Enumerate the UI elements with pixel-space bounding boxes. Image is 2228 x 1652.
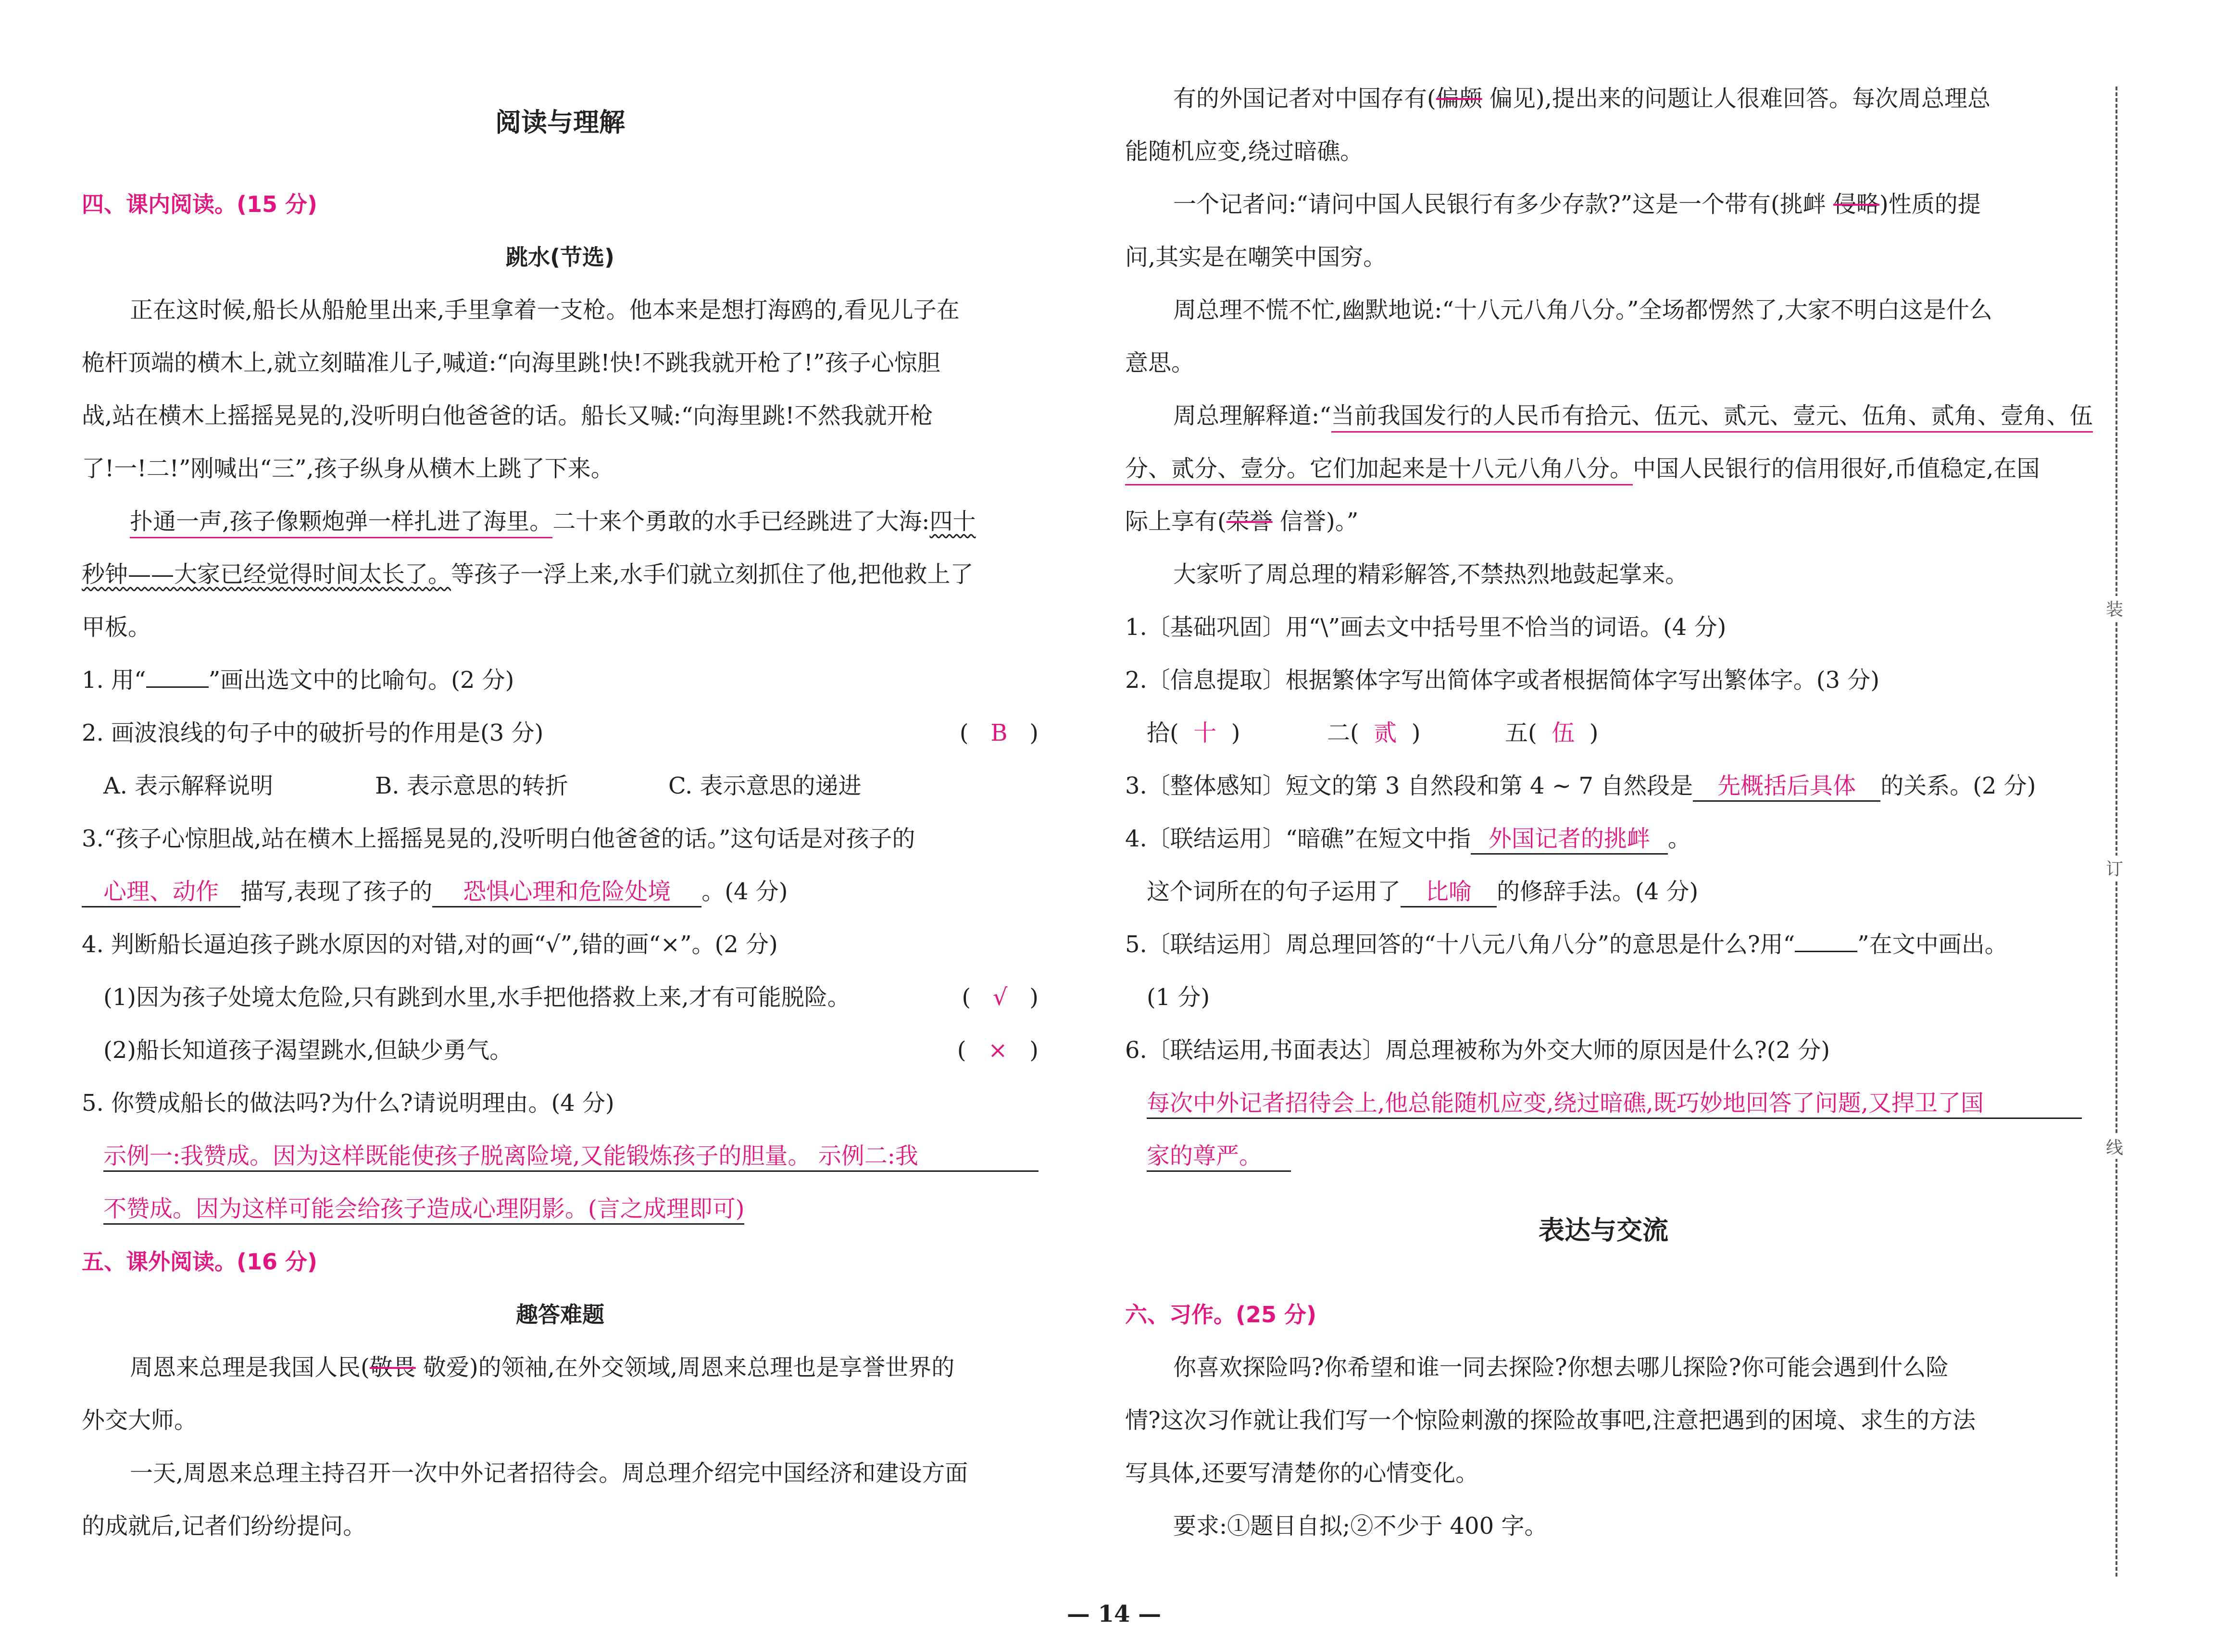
- answer-line: 每次中外记者招待会上,他总能随机应变,绕过暗礁,既巧妙地回答了问题,又捍卫了国: [1147, 1089, 2082, 1119]
- option-c: C. 表示意思的递进: [668, 772, 862, 799]
- right-question-1: 1.〔基础巩固〕用“\”画去文中括号里不恰当的词语。(4 分): [1125, 614, 1727, 641]
- binding-label: 订: [2106, 856, 2123, 880]
- passage1-line: 秒钟——大家已经觉得时间太长了。等孩子一浮上来,水手们就立刻抓住了他,把他救上了: [82, 561, 974, 588]
- passage1-line: 扑通一声,孩子像颗炮弹一样扎进了海里。二十来个勇敢的水手已经跳进了大海:四十: [82, 507, 976, 536]
- writing-requirements: 要求:①题目自拟;②不少于 400 字。: [1173, 1513, 1548, 1540]
- passage2-title: 趣答难题: [516, 1302, 604, 1328]
- right-question-5-score: (1 分): [1147, 984, 1210, 1011]
- passage2-line: 分、贰分、壹分。它们加起来是十八元八角八分。中国人民银行的信用很好,币值稳定,在国: [1125, 454, 2040, 483]
- passage2-line: 大家听了周总理的精彩解答,不禁热烈地鼓起掌来。: [1173, 561, 1689, 588]
- question-3-answers: 心理、动作 描写,表现了孩子的 恐惧心理和危险处境 。(4 分): [82, 877, 788, 907]
- fill-item: 二( 贰 ): [1327, 720, 1421, 746]
- part5-heading: 五、课外阅读。(16 分): [82, 1249, 318, 1275]
- right-question-4b: 这个词所在的句子运用了 比喻 的修辞手法。(4 分): [1147, 877, 1698, 907]
- passage2-line: 的成就后,记者们纷纷提问。: [82, 1513, 366, 1540]
- passage2-line: 一个记者问:“请问中国人民银行有多少存款?”这是一个带有(挑衅 侵略)性质的提: [1173, 191, 1981, 218]
- answer-line: 恐惧心理和危险处境: [432, 877, 701, 907]
- passage2-line: 周总理解释道:“当前我国发行的人民币有拾元、伍元、贰元、壹元、伍角、贰角、壹角、伍: [1125, 401, 2093, 430]
- answer-line: 示例一:我赞成。因为这样既能使孩子脱离险境,又能锻炼孩子的胆量。 示例二:我: [103, 1142, 1039, 1172]
- passage1-title: 跳水(节选): [505, 244, 615, 270]
- binding-dashed-line: [2115, 87, 2117, 1577]
- passage2-line: 外交大师。: [82, 1407, 198, 1434]
- wavy-sentence: 秒钟——大家已经觉得时间太长了。: [82, 561, 451, 588]
- option-a: A. 表示解释说明: [103, 772, 274, 799]
- answer-line: 家的尊严。: [1147, 1142, 1291, 1172]
- question-4-1: (1)因为孩子处境太危险,只有跳到水里,水手把他搭救上来,才有可能脱险。 ( √ ): [103, 984, 1039, 1011]
- question-4-2: (2)船长知道孩子渴望跳水,但缺少勇气。 ( × ): [103, 1037, 1039, 1064]
- passage1-line: 正在这时候,船长从船舱里出来,手里拿着一支枪。他本来是想打海鸥的,看见儿子在: [130, 297, 960, 323]
- passage2-line: 际上享有(荣誉 信誉)。”: [1125, 508, 1359, 535]
- fill-item: 拾( 十 ): [1147, 720, 1240, 746]
- part6-heading: 六、习作。(25 分): [1125, 1302, 1317, 1328]
- passage2-line: 周总理不慌不忙,幽默地说:“十八元八角八分。”全场都愣然了,大家不明白这是什么: [1173, 297, 1992, 323]
- wavy-sentence: 四十: [929, 508, 976, 535]
- answer-bracket: ( B ): [959, 720, 1039, 746]
- question-1: 1. 用“ ”画出选文中的比喻句。(2 分): [82, 667, 514, 694]
- passage2-line: 一天,周恩来总理主持召开一次中外记者招待会。周总理介绍完中国经济和建设方面: [130, 1460, 968, 1487]
- right-question-6: 6.〔联结运用,书面表达〕周总理被称为外交大师的原因是什么?(2 分): [1125, 1037, 1830, 1064]
- question-3: 3.“孩子心惊胆战,站在横木上摇摇晃晃的,没听明白他爸爸的话。”这句话是对孩子的: [82, 825, 915, 852]
- binding-label: 线: [2106, 1134, 2123, 1159]
- binding-label: 装: [2106, 596, 2123, 621]
- answer-underline: 分、贰分、壹分。它们加起来是十八元八角八分。: [1125, 455, 1633, 485]
- right-question-3: 3.〔整体感知〕短文的第 3 自然段和第 4 ~ 7 自然段是 先概括后具体 的关系。(2 分): [1125, 771, 2036, 802]
- passage2-line: 有的外国记者对中国存有(偏颇 偏见),提出来的问题让人很难回答。每次周总理总: [1173, 85, 1990, 112]
- question-5: 5. 你赞成船长的做法吗?为什么?请说明理由。(4 分): [82, 1090, 614, 1117]
- passage2-line: 周恩来总理是我国人民(敬畏 敬爱)的领袖,在外交领域,周恩来总理也是享誉世界的: [130, 1354, 955, 1381]
- right-question-2: 2.〔信息提取〕根据繁体字写出简体字或者根据简体字写出繁体字。(3 分): [1125, 667, 1880, 694]
- answer-underline: 当前我国发行的人民币有拾元、伍元、贰元、壹元、伍角、贰角、壹角、伍: [1331, 402, 2093, 433]
- passage1-line: 战,站在横木上摇摇晃晃的,没听明白他爸爸的话。船长又喊:“向海里跳!不然我就开枪: [82, 402, 933, 429]
- part4-heading: 四、课内阅读。(15 分): [82, 191, 318, 217]
- answer-line: 不赞成。因为这样可能会给孩子造成心理阴影。(言之成理即可): [103, 1194, 744, 1225]
- page-number: — 14 —: [1066, 1601, 1162, 1627]
- answer-line: 心理、动作: [82, 877, 240, 907]
- question-4: 4. 判断船长逼迫孩子跳水原因的对错,对的画“√”,错的画“×”。(2 分): [82, 931, 778, 958]
- passage1-line: 甲板。: [82, 614, 151, 641]
- passage2-line: 意思。: [1125, 349, 1195, 376]
- section-title-reading: 阅读与理解: [495, 107, 625, 137]
- passage1-line: 桅杆顶端的横木上,就立刻瞄准儿子,喊道:“向海里跳!快!不跳我就开枪了!”孩子心惊胆: [82, 349, 940, 376]
- writing-prompt-line: 你喜欢探险吗?你希望和谁一同去探险?你想去哪儿探险?你可能会遇到什么险: [1173, 1354, 1949, 1381]
- option-b: B. 表示意思的转折: [375, 772, 568, 799]
- right-question-4: 4.〔联结运用〕“暗礁”在短文中指 外国记者的挑衅 。: [1125, 824, 1691, 855]
- passage2-line: 问,其实是在嘲笑中国穷。: [1125, 244, 1387, 271]
- writing-prompt-line: 写具体,还要写清楚你的心情变化。: [1125, 1460, 1479, 1487]
- writing-prompt-line: 情?这次习作就让我们写一个惊险刺激的探险故事吧,注意把遇到的困境、求生的方法: [1125, 1407, 1976, 1434]
- passage1-line: 了!一!二!”刚喊出“三”,孩子纵身从横木上跳了下来。: [82, 455, 614, 482]
- fill-item: 五( 伍 ): [1505, 720, 1599, 746]
- simile-underline: 扑通一声,孩子像颗炮弹一样扎进了海里。: [130, 508, 552, 538]
- question-2: 2. 画波浪线的句子中的破折号的作用是(3 分) ( B ): [82, 720, 1039, 746]
- passage2-line: 能随机应变,绕过暗礁。: [1125, 138, 1364, 165]
- right-question-5: 5.〔联结运用〕周总理回答的“十八元八角八分”的意思是什么?用“ ”在文中画出。: [1125, 931, 2008, 958]
- section-title-expression: 表达与交流: [1539, 1215, 1668, 1245]
